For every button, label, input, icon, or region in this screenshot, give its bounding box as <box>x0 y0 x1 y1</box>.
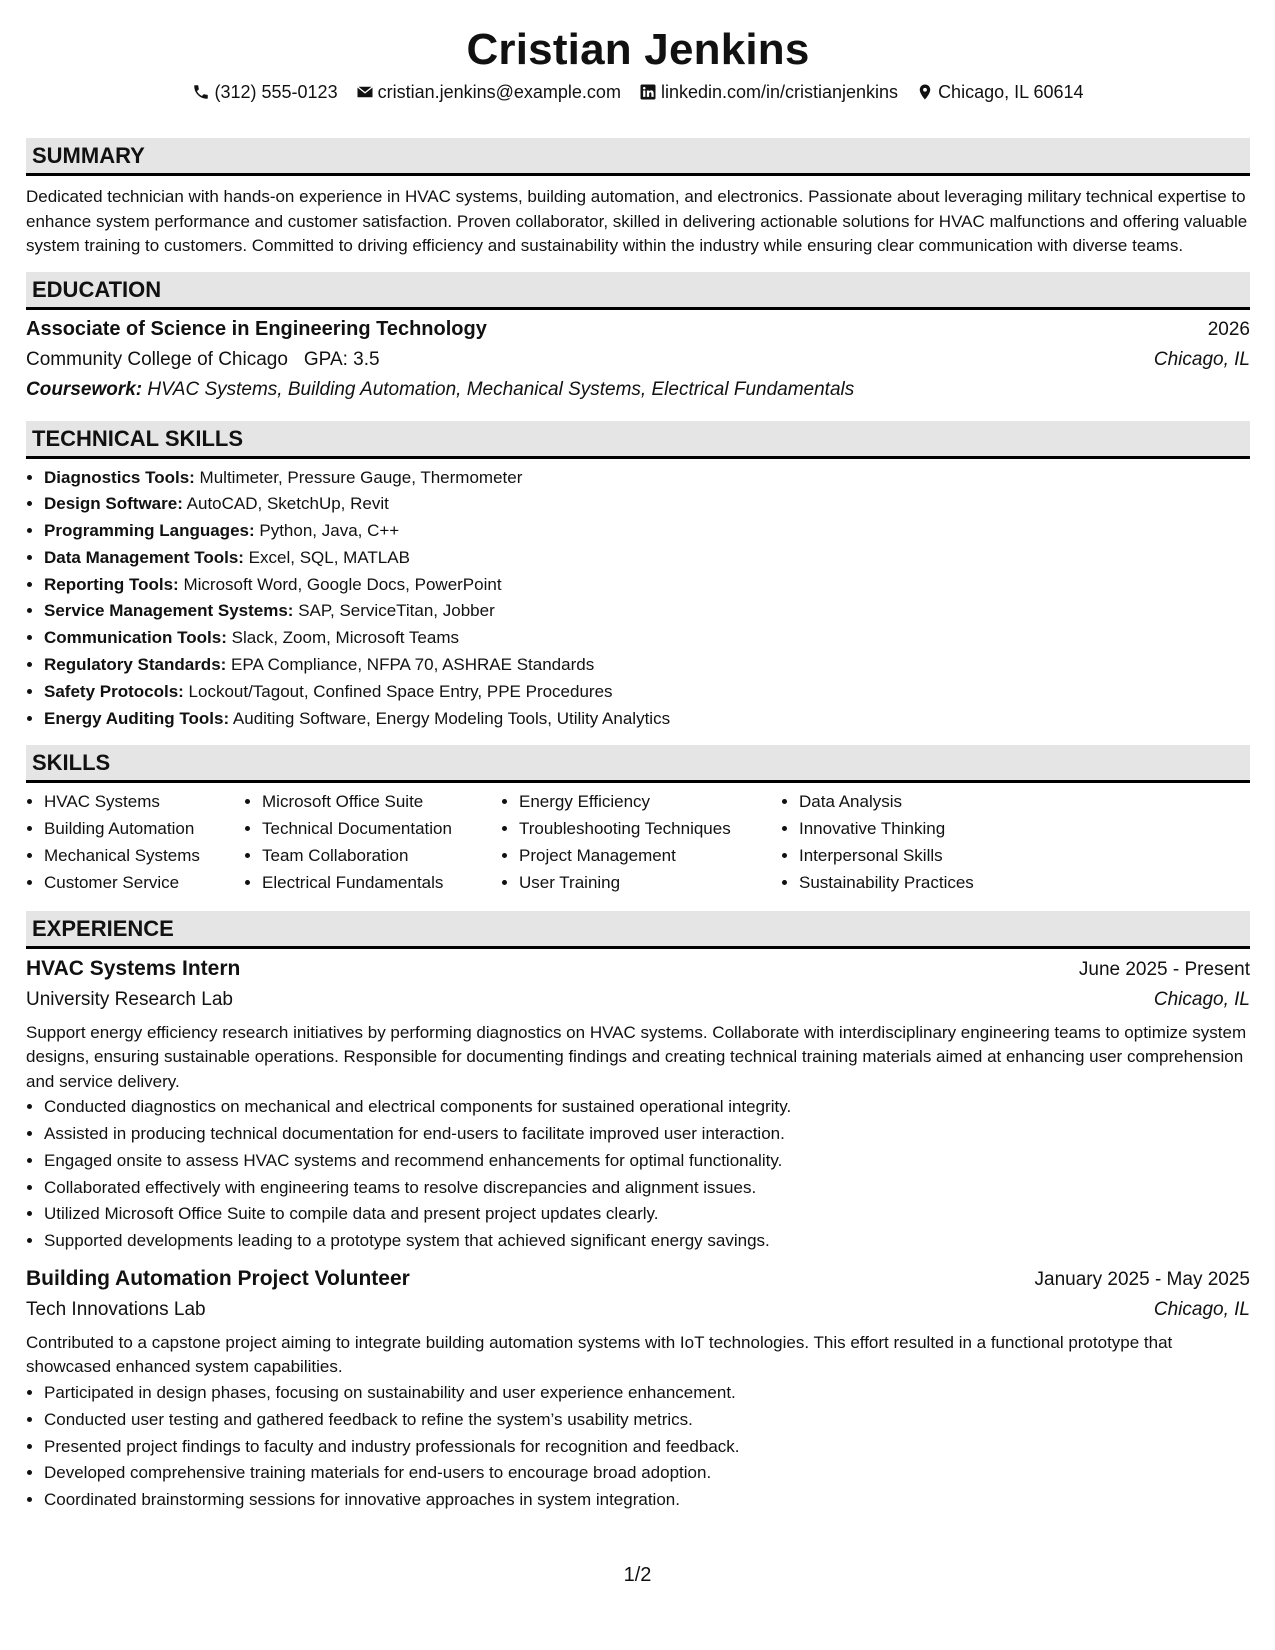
linkedin-icon <box>639 83 657 101</box>
coursework-label: Coursework: <box>26 378 143 400</box>
list-item: • Troubleshooting Techniques <box>519 816 781 843</box>
email-link[interactable]: cristian.jenkins@example.com <box>377 82 621 102</box>
list-item: • Interpersonal Skills <box>799 843 1059 870</box>
list-item: • Electrical Fundamentals <box>262 870 501 897</box>
list-item: • Project Management <box>519 843 781 870</box>
coursework-line <box>26 375 1250 405</box>
list-item: • Reporting Tools: Microsoft Word, Google Docs, PowerPoint <box>44 572 1250 599</box>
job-title: HVAC Systems Intern <box>26 956 241 980</box>
job-location: Chicago, IL <box>1153 988 1250 1010</box>
section-heading-experience: EXPERIENCE <box>26 911 1250 949</box>
section-heading-education: EDUCATION <box>26 272 1250 310</box>
list-item: • Data Analysis <box>799 789 1059 816</box>
graduation-year: 2026 <box>1207 318 1250 340</box>
candidate-name: Cristian Jenkins <box>466 25 810 74</box>
job-dates: June 2025 - Present <box>1078 958 1250 980</box>
job-bullets <box>26 1094 1250 1255</box>
skills-column-1 <box>26 789 244 896</box>
location-text: Chicago, IL 60614 <box>938 82 1084 102</box>
contact-linkedin <box>639 80 898 104</box>
job-description: Contributed to a capstone project aiming to integrate building automation systems with IoT technologies. This effort resulted in a functional prototype that showcased enhanced system capabilities. <box>26 1332 1173 1377</box>
list-item: • Conducted diagnostics on mechanical and electrical components for sustained operational integrity. <box>44 1094 1250 1121</box>
list-item: • Supported developments leading to a prototype system that achieved significant energy savings. <box>44 1228 1250 1255</box>
list-item: • Mechanical Systems <box>44 843 244 870</box>
list-item: • Data Management Tools: Excel, SQL, MATLAB <box>44 545 1250 572</box>
list-item: • Diagnostics Tools: Multimeter, Pressure Gauge, Thermometer <box>44 465 1250 492</box>
section-heading-summary: SUMMARY <box>26 138 1250 176</box>
list-item: • User Training <box>519 870 781 897</box>
degree-title: Associate of Science in Engineering Technology <box>26 317 487 340</box>
education-entry <box>26 314 1250 405</box>
list-item: • Service Management Systems: SAP, ServiceTitan, Jobber <box>44 598 1250 625</box>
gpa: GPA: 3.5 <box>303 348 380 370</box>
school-location: Chicago, IL <box>1153 348 1250 370</box>
section-heading-skills: SKILLS <box>26 745 1250 783</box>
school-name: Community College of Chicago <box>26 348 288 370</box>
list-item: • Communication Tools: Slack, Zoom, Microsoft Teams <box>44 625 1250 652</box>
list-item: • Innovative Thinking <box>799 816 1059 843</box>
list-item: • Microsoft Office Suite <box>262 789 501 816</box>
job-entry <box>26 953 1250 1255</box>
list-item: • Energy Efficiency <box>519 789 781 816</box>
skills-column-4 <box>781 789 1059 896</box>
list-item: • Utilized Microsoft Office Suite to compile data and present project updates clearly. <box>44 1201 1250 1228</box>
list-item: • Design Software: AutoCAD, SketchUp, Revit <box>44 491 1250 518</box>
list-item: • Safety Protocols: Lockout/Tagout, Confined Space Entry, PPE Procedures <box>44 679 1250 706</box>
phone-icon <box>192 83 210 101</box>
coursework-list: HVAC Systems, Building Automation, Mechanical Systems, Electrical Fundamentals <box>147 378 855 400</box>
job-title: Building Automation Project Volunteer <box>26 1266 410 1290</box>
job-entry <box>26 1263 1250 1514</box>
contact-email <box>356 80 621 104</box>
list-item: • Building Automation <box>44 816 244 843</box>
section-heading-technical-skills: TECHNICAL SKILLS <box>26 421 1250 459</box>
technical-skills-list <box>26 465 1250 733</box>
job-bullets <box>26 1380 1250 1514</box>
list-item: • Regulatory Standards: EPA Compliance, NFPA 70, ASHRAE Standards <box>44 652 1250 679</box>
list-item: • Team Collaboration <box>262 843 501 870</box>
list-item: • HVAC Systems <box>44 789 244 816</box>
list-item: • Participated in design phases, focusing on sustainability and user experience enhancement. <box>44 1380 1250 1407</box>
skills-grid <box>26 789 1250 896</box>
phone-text[interactable]: (312) 555-0123 <box>214 82 338 102</box>
summary-text: Dedicated technician with hands-on experience in HVAC systems, building automation, and electronics. Passionate about leveraging military technical expertise to enhance system performance and customer satisfaction. Proven collaborator, skilled in delivering actionable solutions for HVAC malfunctions and offering valuable system training to customers. Committed to driving efficiency and sustainability within the industry while ensuring clear communication with diverse teams. <box>26 187 1248 255</box>
contact-bar <box>26 80 1250 104</box>
list-item: • Customer Service <box>44 870 244 897</box>
list-item: • Energy Auditing Tools: Auditing Software, Energy Modeling Tools, Utility Analytics <box>44 706 1250 733</box>
resume-page <box>26 0 1250 1514</box>
skills-column-2 <box>244 789 501 896</box>
list-item: • Engaged onsite to assess HVAC systems and recommend enhancements for optimal functionality. <box>44 1148 1250 1175</box>
envelope-icon <box>356 83 374 101</box>
list-item: • Collaborated effectively with engineering teams to resolve discrepancies and alignment issues. <box>44 1175 1250 1202</box>
list-item: • Programming Languages: Python, Java, C++ <box>44 518 1250 545</box>
list-item: • Conducted user testing and gathered feedback to refine the system’s usability metrics. <box>44 1407 1250 1434</box>
job-location: Chicago, IL <box>1153 1298 1250 1320</box>
map-pin-icon <box>916 83 934 101</box>
contact-phone <box>192 80 337 104</box>
list-item: • Technical Documentation <box>262 816 501 843</box>
list-item: • Presented project findings to faculty and industry professionals for recognition and feedback. <box>44 1434 1250 1461</box>
list-item: • Sustainability Practices <box>799 870 1059 897</box>
skills-column-3 <box>501 789 781 896</box>
list-item: • Assisted in producing technical documentation for end-users to facilitate improved user interaction. <box>44 1121 1250 1148</box>
job-organization: Tech Innovations Lab <box>26 1298 206 1320</box>
contact-location <box>916 80 1083 104</box>
job-dates: January 2025 - May 2025 <box>1034 1268 1250 1290</box>
job-description: Support energy efficiency research initiatives by performing diagnostics on HVAC systems. Collaborate with interdisciplinary engineering teams to optimize system designs, ensuring sustainable operations. Responsible for documenting findings and creating technical training materials aimed at enhancing user comprehension and service delivery. <box>26 1022 1247 1091</box>
page-number: 1/2 <box>623 1564 652 1586</box>
list-item: • Coordinated brainstorming sessions for innovative approaches in system integration. <box>44 1487 1250 1514</box>
linkedin-link[interactable]: linkedin.com/in/cristianjenkins <box>660 82 899 102</box>
job-organization: University Research Lab <box>26 988 233 1010</box>
list-item: • Developed comprehensive training materials for end-users to encourage broad adoption. <box>44 1460 1250 1487</box>
